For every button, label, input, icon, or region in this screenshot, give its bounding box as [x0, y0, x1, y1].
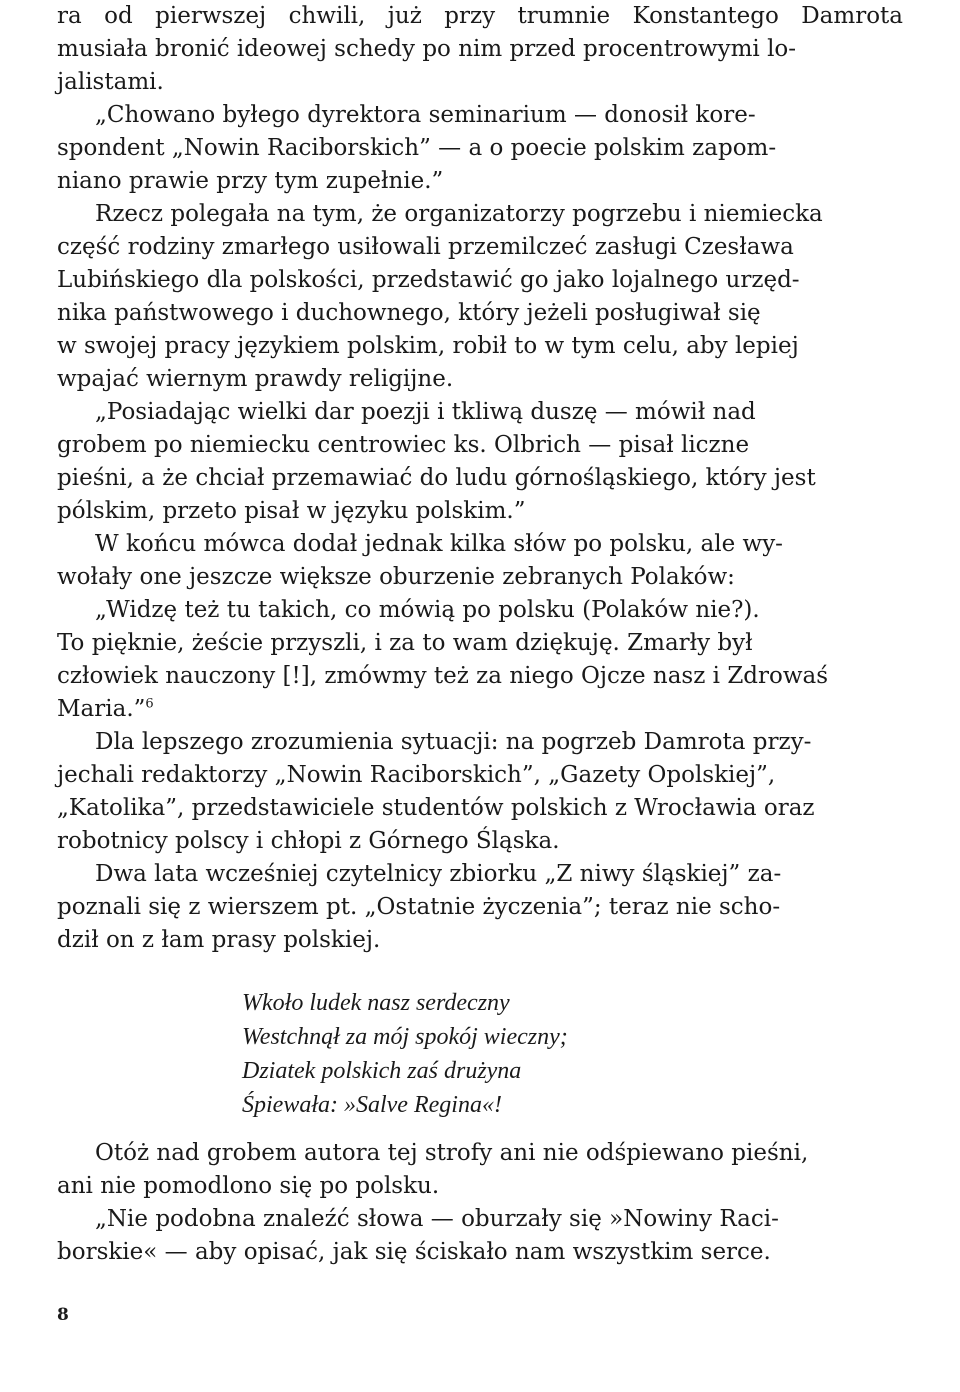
poem-line: Westchnął za mój spokój wieczny;	[242, 1024, 568, 1050]
page-number: 8	[57, 1305, 69, 1325]
text-line: borskie« — aby opisać, jak się ściskało nam wszystkim serce.	[57, 1239, 771, 1265]
text-line: nika państwowego i duchownego, który jeżeli posługiwał się	[57, 300, 761, 326]
text-line-with-footnote	[57, 693, 903, 726]
text-line: W końcu mówca dodał jednak kilka słów po polsku, ale wy-	[95, 531, 783, 557]
text-line: „Widzę też tu takich, co mówią po polsku (Polaków nie?).	[95, 597, 760, 623]
poem-stanza	[242, 986, 802, 1122]
text-fragment: Maria.”	[57, 696, 146, 722]
text-line: grobem po niemiecku centrowiec ks. Olbrich — pisał liczne	[57, 432, 750, 458]
text-line: ra od pierwszej chwili, już przy trumnie Konstantego Damrota	[57, 3, 903, 29]
text-line: ani nie pomodlono się po polsku.	[57, 1173, 440, 1199]
text-line: Dwa lata wcześniej czytelnicy zbiorku „Z niwy śląskiej” za-	[95, 861, 782, 887]
text-line: Rzecz polegała na tym, że organizatorzy pogrzebu i niemiecka	[95, 201, 823, 227]
text-line: część rodziny zmarłego usiłowali przemilczeć zasługi Czesława	[57, 234, 794, 260]
text-line: niano prawie przy tym zupełnie.”	[57, 168, 444, 194]
poem-line: Wkoło ludek nasz serdeczny	[242, 990, 510, 1016]
text-line: robotnicy polscy i chłopi z Górnego Śląska.	[57, 828, 560, 854]
closing-text	[57, 1137, 903, 1269]
text-line: wołały one jeszcze większe oburzenie zebranych Polaków:	[57, 564, 735, 590]
text-line: jalistami.	[57, 69, 164, 95]
text-line: spondent „Nowin Raciborskich” — a o poecie polskim zapom-	[57, 135, 777, 161]
footnote-mark: 6	[145, 696, 154, 712]
text-line: poznali się z wierszem pt. „Ostatnie życzenia”; teraz nie scho-	[57, 894, 781, 920]
poem-line: Śpiewała: »Salve Regina«!	[242, 1092, 502, 1118]
text-line: musiała bronić ideowej schedy po nim przed procentrowymi lo-	[57, 36, 797, 62]
text-line: wpajać wiernym prawdy religijne.	[57, 366, 454, 392]
text-line: To pięknie, żeście przyszli, i za to wam dziękuję. Zmarły był	[57, 630, 753, 656]
poem-line: Dziatek polskich zaś drużyna	[242, 1058, 522, 1084]
text-line: „Chowano byłego dyrektora seminarium — donosił kore-	[95, 102, 756, 128]
text-line: „Katolika”, przedstawiciele studentów polskich z Wrocławia oraz	[57, 795, 815, 821]
text-line: Dla lepszego zrozumienia sytuacji: na pogrzeb Damrota przy-	[95, 729, 812, 755]
text-line: dził on z łam prasy polskiej.	[57, 927, 381, 953]
text-line: pieśni, a że chciał przemawiać do ludu górnośląskiego, który jest	[57, 465, 816, 491]
text-line: człowiek nauczony [!], zmówmy też za niego Ojcze nasz i Zdrowaś	[57, 663, 829, 689]
text-line: Lubińskiego dla polskości, przedstawić go jako lojalnego urzęd-	[57, 267, 800, 293]
text-line: w swojej pracy językiem polskim, robił to w tym celu, aby lepiej	[57, 333, 799, 359]
text-line: „Nie podobna znaleźć słowa — oburzały się »Nowiny Raci-	[95, 1206, 779, 1232]
text-line: jechali redaktorzy „Nowin Raciborskich”, „Gazety Opolskiej”,	[57, 762, 776, 788]
text-line: Otóż nad grobem autora tej strofy ani nie odśpiewano pieśni,	[95, 1140, 809, 1166]
body-text	[57, 0, 903, 957]
text-line: „Posiadając wielki dar poezji i tkliwą duszę — mówił nad	[95, 399, 756, 425]
text-line: pólskim, przeto pisał w języku polskim.”	[57, 498, 526, 524]
